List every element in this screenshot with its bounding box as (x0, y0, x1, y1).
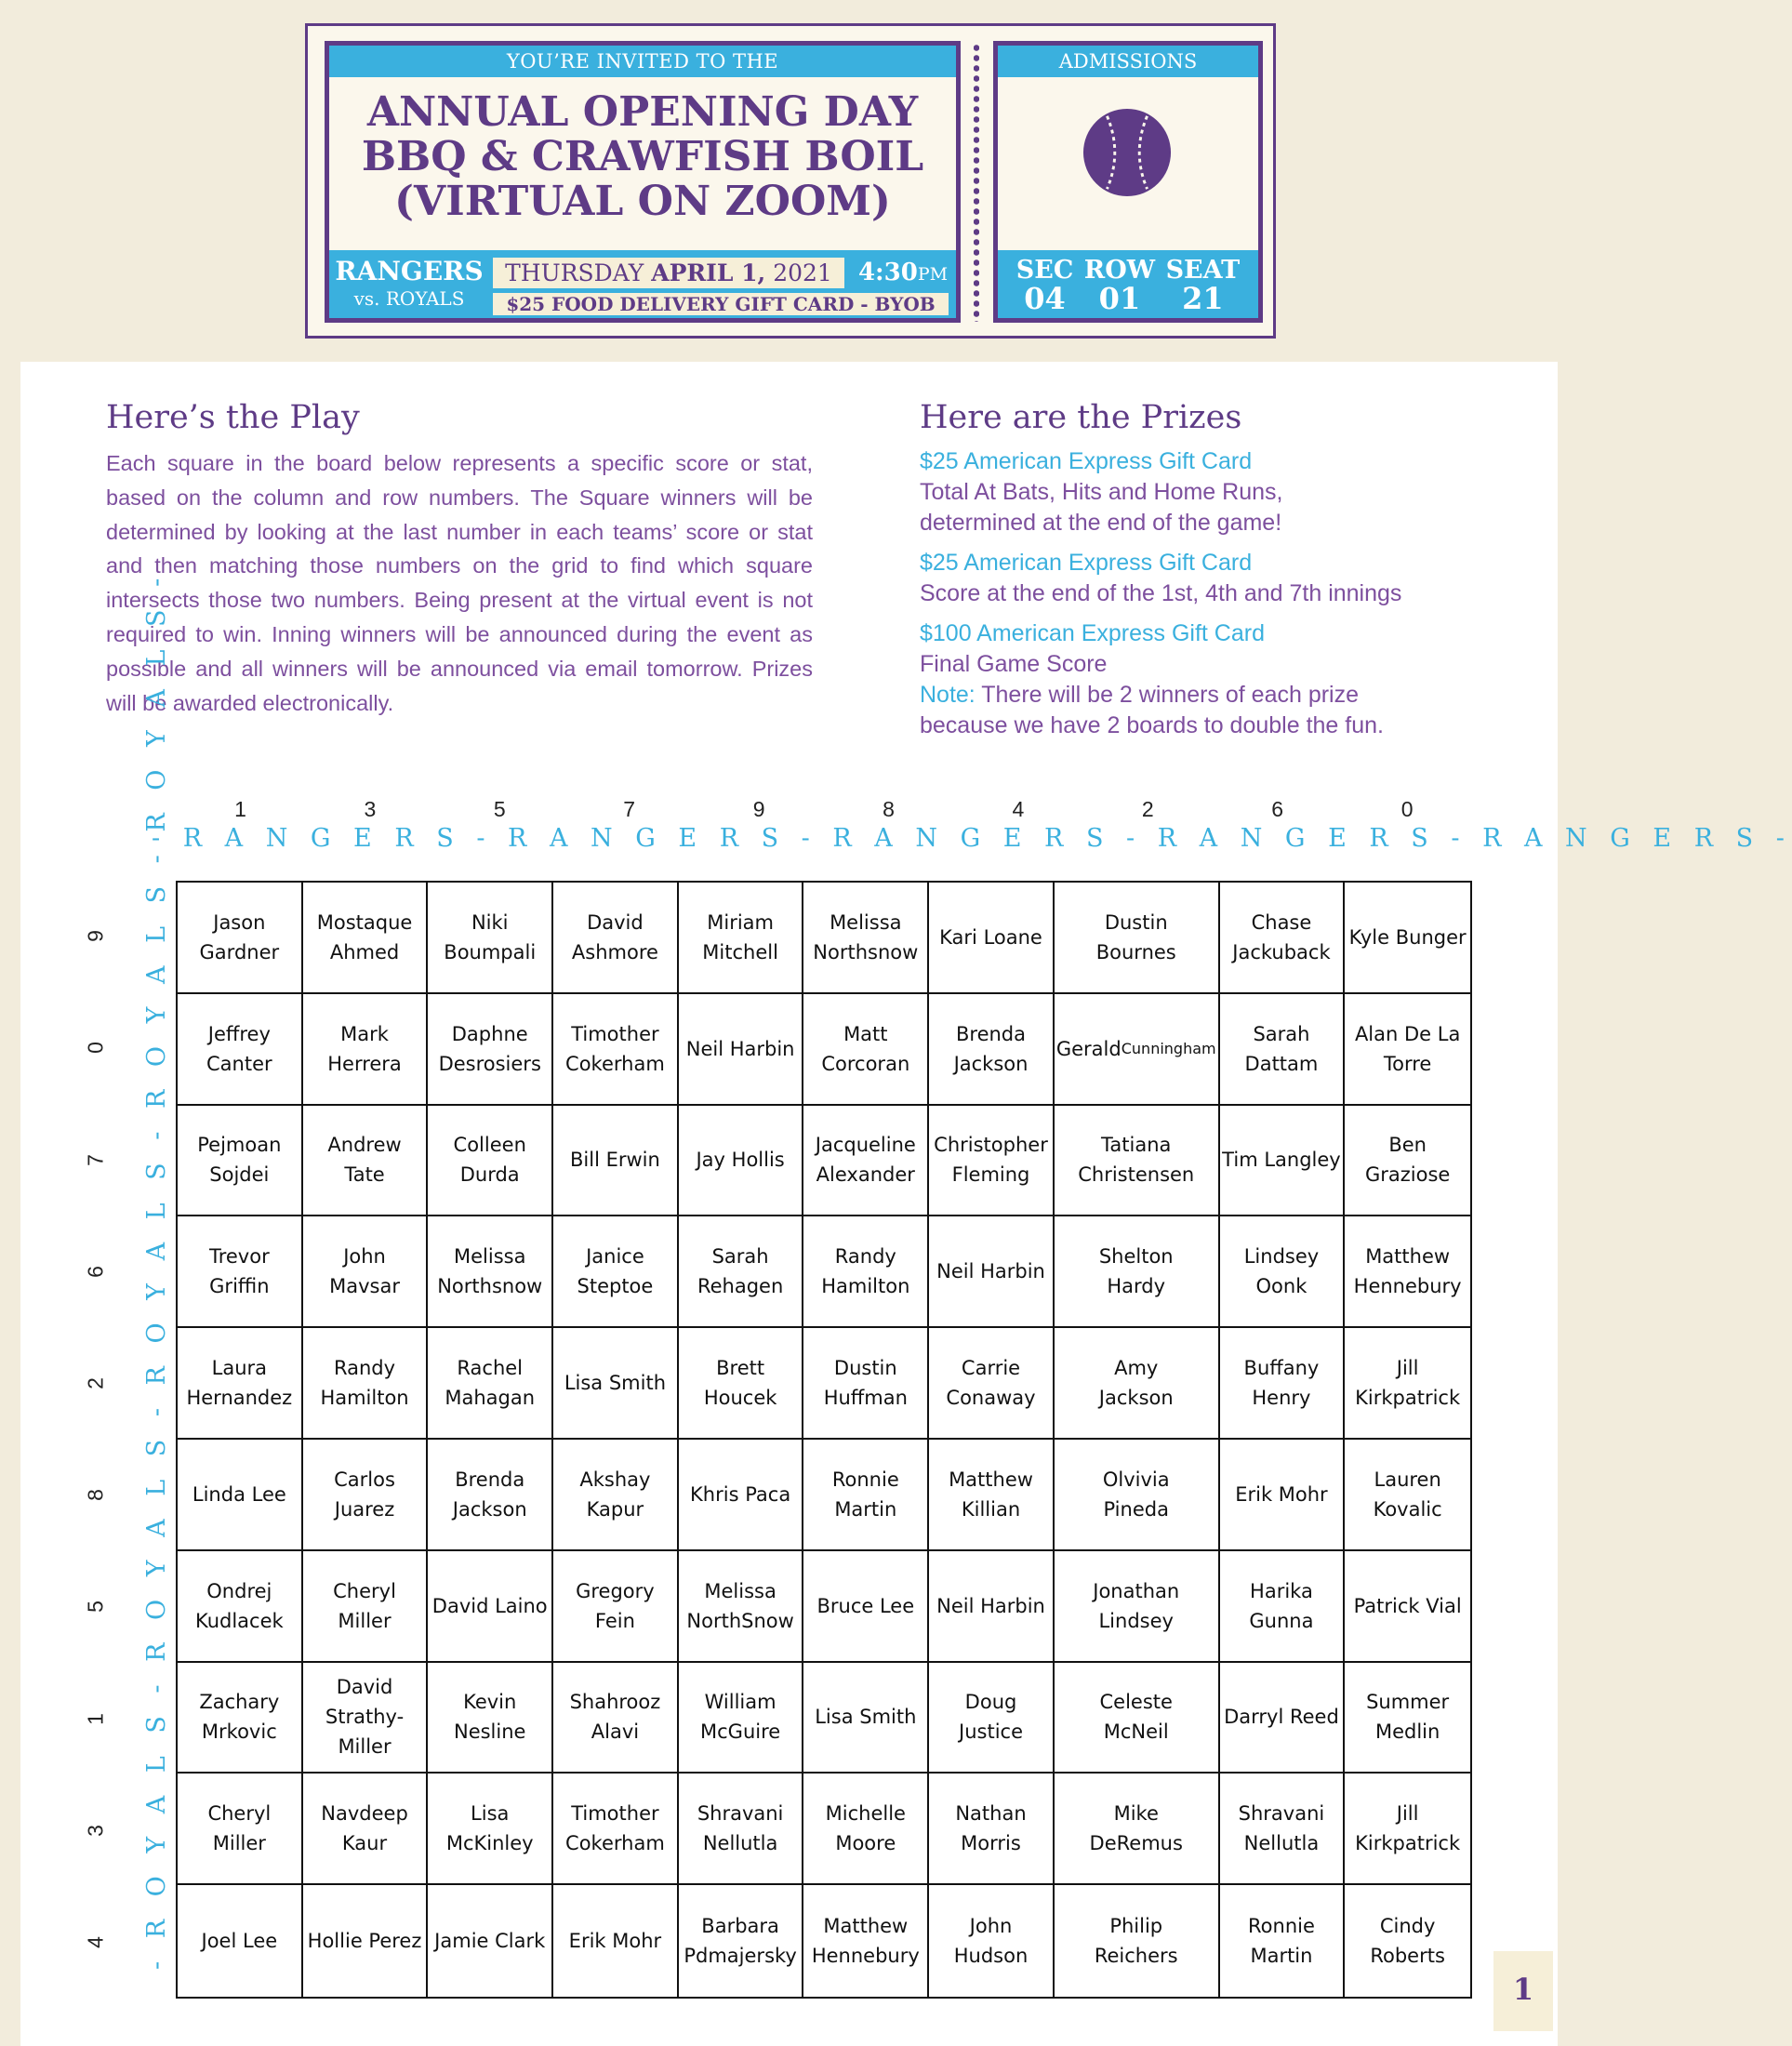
date-day: THURSDAY (505, 259, 644, 286)
event-time (850, 258, 956, 288)
prize-note (920, 680, 1515, 711)
byob-text: BYOB (874, 293, 936, 315)
prizes-list (920, 446, 1515, 741)
board-square: Cheryl Miller (178, 1774, 303, 1885)
board-square: Lisa Smith (553, 1328, 679, 1440)
board-square: Tatiana Christensen (1055, 1106, 1220, 1217)
board-square: Mark Herrera (303, 994, 429, 1106)
date-main: APRIL 1, (651, 259, 766, 286)
board-square: Barbara Pdmajersky (679, 1885, 804, 1997)
ticket-perforation (974, 43, 979, 322)
board-square: Jill Kirkpatrick (1345, 1774, 1470, 1885)
board-square: Ondrej Kudlacek (178, 1551, 303, 1663)
board-square: David Strathy- Miller (303, 1663, 429, 1774)
team-away: vs. ROYALS (353, 287, 465, 310)
prize-2-line1: Score at the end of the 1st, 4th and 7th innings (920, 580, 1402, 606)
board-square: Doug Justice (929, 1663, 1055, 1774)
board-square: Erik Mohr (1220, 1440, 1346, 1551)
board-square: Kyle Bunger (1345, 883, 1470, 994)
admissions-banner: ADMISSIONS (998, 46, 1258, 77)
board-square: Lauren Kovalic (1345, 1440, 1470, 1551)
section: SEC 04 (1015, 256, 1074, 316)
column-number: 1 (234, 797, 246, 821)
board-square: Navdeep Kaur (303, 1774, 429, 1885)
board-square: Mike DeRemus (1055, 1774, 1220, 1885)
board-square: Jamie Clark (428, 1885, 553, 1997)
board-square: Randy Hamilton (803, 1216, 929, 1328)
board-square: Bill Erwin (553, 1106, 679, 1217)
board-square: Darryl Reed (1220, 1663, 1346, 1774)
board-square: Chase Jackuback (1220, 883, 1346, 994)
baseball-icon (1082, 107, 1173, 198)
board-square: Dustin Huffman (803, 1328, 929, 1440)
row-number: 3 (83, 1824, 108, 1837)
row-number: 6 (83, 1265, 108, 1278)
row: ROW 01 (1083, 256, 1156, 316)
board-square: Joel Lee (178, 1885, 303, 1997)
board-square: Neil Harbin (929, 1551, 1055, 1663)
board-square: Lindsey Oonk (1220, 1216, 1346, 1328)
board-square: Jeffrey Canter (178, 994, 303, 1106)
board-square: Jill Kirkpatrick (1345, 1328, 1470, 1440)
board-square: Janice Steptoe (553, 1216, 679, 1328)
board-square: Mostaque Ahmed (303, 883, 429, 994)
prize-note-line2: because we have 2 boards to double the fun. (920, 712, 1384, 738)
event-title (329, 90, 956, 224)
gift-note (493, 293, 949, 315)
ticket-main (325, 41, 961, 323)
board-square: Daphne Desrosiers (428, 994, 553, 1106)
board-square: Ronnie Martin (803, 1440, 929, 1551)
board-square: Rachel Mahagan (428, 1328, 553, 1440)
board-square: Nathan Morris (929, 1774, 1055, 1885)
board-square: Jason Gardner (178, 883, 303, 994)
board-square: Sarah Rehagen (679, 1216, 804, 1328)
board-square: David Ashmore (553, 883, 679, 994)
board-square: Pejmoan Sojdei (178, 1106, 303, 1217)
column-number: 3 (364, 797, 377, 821)
board-square: Melissa Northsnow (428, 1216, 553, 1328)
board-square: Alan De La Torre (1345, 994, 1470, 1106)
board-square: Carrie Conaway (929, 1328, 1055, 1440)
board-square: Patrick Vial (1345, 1551, 1470, 1663)
board-square: John Mavsar (303, 1216, 429, 1328)
row-number: 7 (83, 1153, 108, 1166)
board-square: Ronnie Martin (1220, 1885, 1346, 1997)
column-number: 7 (623, 797, 636, 821)
board-square: Ben Graziose (1345, 1106, 1470, 1217)
play-heading: Here’s the Play (106, 399, 360, 436)
time-ampm: PM (917, 264, 949, 285)
board-square: John Hudson (929, 1885, 1055, 1997)
seat: SEAT 21 (1165, 256, 1241, 316)
board-square: Sarah Dattam (1220, 994, 1346, 1106)
note-text: There will be 2 winners of each prize (975, 682, 1360, 708)
board-square: Khris Paca (679, 1440, 804, 1551)
board-square: Neil Harbin (679, 994, 804, 1106)
board-square: Melissa NorthSnow (679, 1551, 804, 1663)
board-square: Carlos Juarez (303, 1440, 429, 1551)
board-square: Cheryl Miller (303, 1551, 429, 1663)
gift-text: $25 FOOD DELIVERY GIFT CARD - (506, 293, 869, 315)
event-ticket (305, 23, 1276, 339)
play-description: Each square in the board below represents a specific score or stat, based on the column and row numbers. The Square winners will be determined by looking at the last number in each teams’ score or stat and then matching those numbers on the grid to find which square intersects those two numbers. Being present at the virtual event is not required to win. Inning winners will be announced during the event as possible and all winners will be announced via email tomorrow. Prizes will be awarded electronically. (106, 451, 813, 715)
board-square: Bruce Lee (803, 1551, 929, 1663)
row-number: 5 (83, 1601, 108, 1614)
row-number: 8 (83, 1489, 108, 1501)
date-year: 2021 (773, 259, 832, 286)
board-square: Jacqueline Alexander (803, 1106, 929, 1217)
row-number: 0 (83, 1042, 108, 1055)
board-square: Shravani Nellutla (1220, 1774, 1346, 1885)
board-square: Andrew Tate (303, 1106, 429, 1217)
prize-2-title: $25 American Express Gift Card (920, 550, 1253, 576)
board-square: Miriam Mitchell (679, 883, 804, 994)
prize-3-line1: Final Game Score (920, 651, 1108, 677)
board-square: Jay Hollis (679, 1106, 804, 1217)
prize-1-line1: Total At Bats, Hits and Home Runs, (920, 479, 1283, 505)
board-square: Trevor Griffin (178, 1216, 303, 1328)
prize-1-line2: determined at the end of the game! (920, 510, 1282, 536)
board-square: Laura Hernandez (178, 1328, 303, 1440)
board-square: Shahrooz Alavi (553, 1663, 679, 1774)
time-number: 4:30 (857, 259, 918, 286)
board-square: Christopher Fleming (929, 1106, 1055, 1217)
board-square: Olvivia Pineda (1055, 1440, 1220, 1551)
board-square: Colleen Durda (428, 1106, 553, 1217)
board-square: Zachary Mrkovic (178, 1663, 303, 1774)
prize-1-title: $25 American Express Gift Card (920, 448, 1253, 474)
note-label: Note: (920, 682, 976, 708)
board-square: Shelton Hardy (1055, 1216, 1220, 1328)
board-square: Gerald Cunningham (1055, 994, 1220, 1106)
board-square: Amy Jackson (1055, 1328, 1220, 1440)
board-square: Philip Reichers (1055, 1885, 1220, 1997)
royals-label: - R O Y A L S - R O Y A L S - R O Y A L S - R O Y A L S - R O Y A L S - (142, 570, 171, 1970)
board-square: Dustin Bournes (1055, 883, 1220, 994)
rangers-label: - R A N G E R S - R A N G E R S - R A N G E R S - R A N G E R S - R A N G E R S - (152, 824, 1792, 853)
board-square: Tim Langley (1220, 1106, 1346, 1217)
column-number: 0 (1400, 797, 1414, 821)
seat-info (998, 250, 1258, 318)
team-home: RANGERS (335, 256, 484, 286)
row-number: 4 (83, 1936, 108, 1948)
board-square: Brenda Jackson (929, 994, 1055, 1106)
event-title-line2: BBQ & CRAWFISH BOIL (361, 133, 924, 180)
prizes-heading: Here are the Prizes (920, 399, 1242, 436)
board-square: Matthew Killian (929, 1440, 1055, 1551)
board-square: Matthew Hennebury (1345, 1216, 1470, 1328)
ticket-info-bar (329, 250, 956, 318)
board-square: Akshay Kapur (553, 1440, 679, 1551)
board-square: Brett Houcek (679, 1328, 804, 1440)
board-square: Linda Lee (178, 1440, 303, 1551)
board-square: Melissa Northsnow (803, 883, 929, 994)
board-square: Lisa McKinley (428, 1774, 553, 1885)
column-number: 5 (493, 797, 506, 821)
board-square: Matthew Hennebury (803, 1885, 929, 1997)
board-square: Erik Mohr (553, 1885, 679, 1997)
event-date (493, 258, 844, 288)
row-number: 9 (83, 930, 108, 942)
event-title-line1: ANNUAL OPENING DAY (366, 88, 919, 136)
column-number: 4 (1012, 797, 1025, 821)
board-square: Jonathan Lindsey (1055, 1551, 1220, 1663)
board-square: Matt Corcoran (803, 994, 929, 1106)
board-square: William McGuire (679, 1663, 804, 1774)
board-square: Neil Harbin (929, 1216, 1055, 1328)
column-number: 6 (1271, 797, 1284, 821)
board-square: Timother Cokerham (553, 1774, 679, 1885)
column-number: 8 (883, 797, 895, 821)
ticket-stub (993, 41, 1263, 323)
board-square: Timother Cokerham (553, 994, 679, 1106)
board-square: Celeste McNeil (1055, 1663, 1220, 1774)
board-square: Cindy Roberts (1370, 1915, 1445, 1968)
board-square: Kari Loane (929, 883, 1055, 994)
board-square: Buffany Henry (1220, 1328, 1346, 1440)
matchup (329, 250, 489, 318)
board-square: Summer Medlin (1345, 1663, 1470, 1774)
page-number: 1 (1512, 1972, 1534, 2007)
column-number: 9 (752, 797, 765, 821)
invite-banner: YOU’RE INVITED TO THE (329, 46, 956, 77)
board-square: Lisa Smith (803, 1663, 929, 1774)
prize-3-title: $100 American Express Gift Card (920, 620, 1265, 646)
board-square: Hollie Perez (303, 1885, 429, 1997)
board-square: David Laino (428, 1551, 553, 1663)
board-square: Gregory Fein (553, 1551, 679, 1663)
column-number: 2 (1141, 797, 1154, 821)
board-square: Harika Gunna (1220, 1551, 1346, 1663)
squares-board (176, 881, 1472, 1999)
board-square: Randy Hamilton (303, 1328, 429, 1440)
board-square: Niki Boumpali (428, 883, 553, 994)
row-number: 2 (83, 1377, 108, 1389)
event-title-line3: (VIRTUAL ON ZOOM) (394, 178, 891, 225)
board-square: Michelle Moore (803, 1774, 929, 1885)
row-number: 1 (83, 1712, 108, 1725)
board-square: Kevin Nesline (428, 1663, 553, 1774)
board-square: Brenda Jackson (428, 1440, 553, 1551)
board-square: Shravani Nellutla (679, 1774, 804, 1885)
